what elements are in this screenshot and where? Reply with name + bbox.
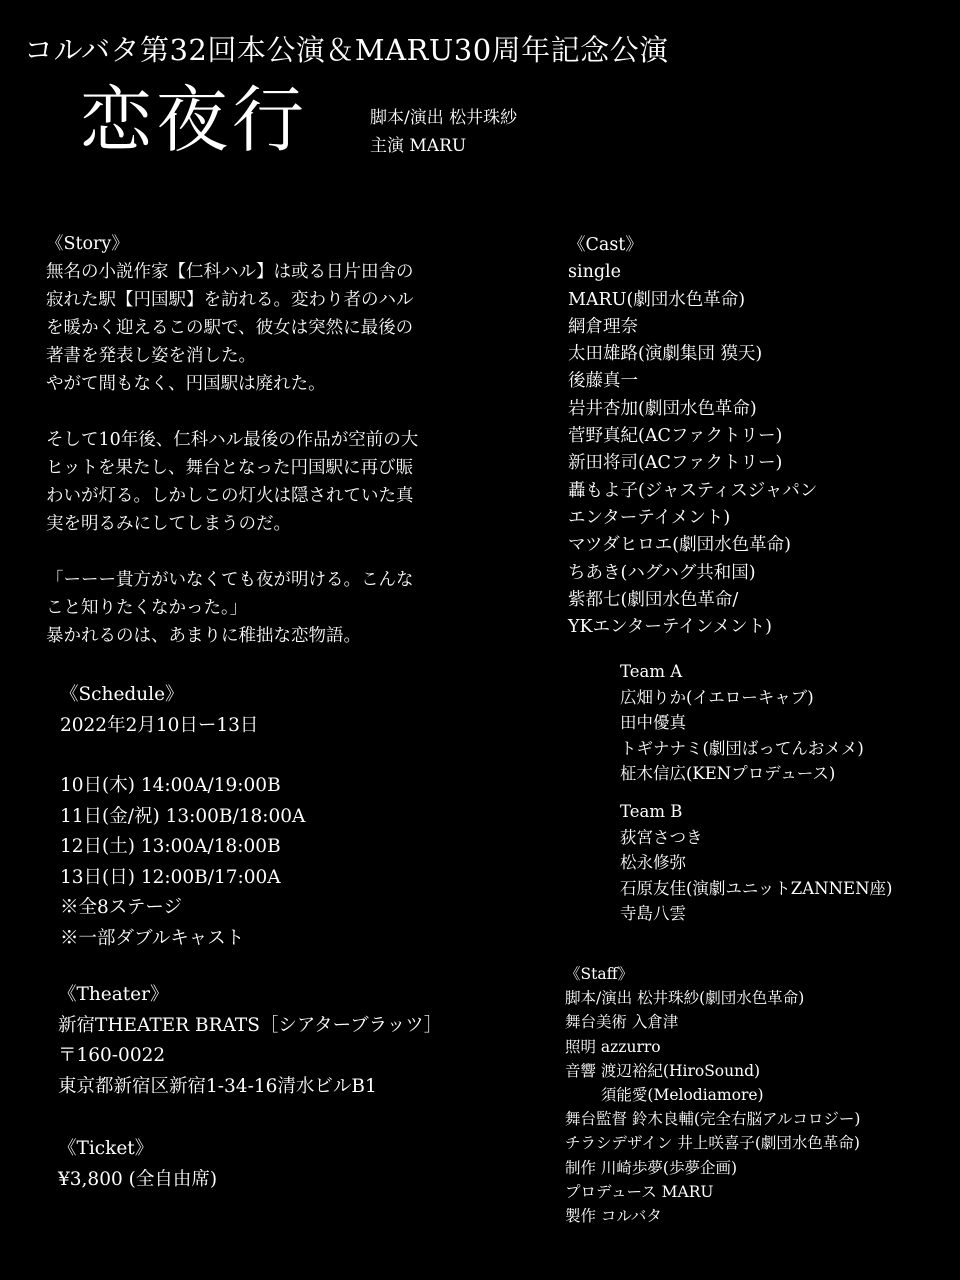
staff-line: 音響 渡辺裕紀(HiroSound) [565, 1061, 761, 1080]
cast-section [568, 232, 817, 641]
team-a-list [620, 659, 864, 787]
schedule-section [60, 680, 305, 954]
staff-line: 製作 コルバタ [565, 1207, 662, 1226]
cast-line: 轟もよ子(ジャスティスジャパン [568, 480, 818, 501]
story-section [46, 230, 418, 650]
staff-line: 舞台美術 入倉津 [565, 1013, 679, 1032]
story-line: 暴かれるのは、あまりに稚拙な恋物語。 [46, 626, 361, 646]
team-b-member: 寺島八雲 [620, 904, 686, 924]
schedule-line: ※全8ステージ [60, 897, 183, 918]
cast-line: single [568, 262, 622, 283]
schedule-line: 2022年2月10日ー13日 [60, 714, 259, 736]
schedule-heading: 《Schedule》 [60, 684, 184, 705]
cast-heading: 《Cast》 [568, 235, 643, 255]
story-line: 実を明るみにしてしまうのだ。 [46, 514, 291, 534]
theater-heading: 《Theater》 [58, 984, 169, 1005]
story-line: そして10年後、仁科ハル最後の作品が空前の大 [46, 430, 419, 450]
staff-line: 制作 川崎歩夢(歩夢企画) [565, 1158, 738, 1177]
credit-line: 主演 MARU [370, 136, 467, 156]
cast-line: ちあき(ハグハグ共和国) [568, 562, 756, 583]
schedule-line: ※一部ダブルキャスト [60, 927, 245, 949]
staff-line: 舞台監督 鈴木良輔(完全右脳アルコロジー) [565, 1110, 861, 1129]
staff-section [565, 962, 860, 1228]
story-line: を暖かく迎えるこの駅で、彼女は突然に最後の [46, 318, 414, 338]
main-credits [370, 104, 517, 160]
cast-line: 後藤真一 [568, 371, 638, 392]
cast-line: マツダヒロエ(劇団水色革命) [568, 535, 791, 556]
story-line: わいが灯る。しかしこの灯火は隠されていた真 [46, 486, 414, 506]
staff-line: 須能愛(Melodiamore) [565, 1086, 764, 1105]
staff-line: 照明 azzurro [565, 1037, 661, 1056]
paragraph-gap [60, 741, 305, 771]
cast-line: YKエンターテインメント) [568, 617, 773, 638]
story-line: 無名の小説作家【仁科ハル】は或る日片田舎の [46, 262, 414, 282]
schedule-line: 13日(日) 12:00B/17:00A [60, 866, 281, 888]
ticket-heading: 《Ticket》 [58, 1138, 154, 1159]
team-b-member: 石原友佳(演劇ユニットZANNEN座) [620, 878, 893, 898]
cast-line: 岩井杏加(劇団水色革命) [568, 398, 757, 419]
team-b-heading: Team B [620, 802, 683, 821]
team-a-member: 田中優真 [620, 713, 686, 733]
theater-line: 新宿THEATER BRATS［シアターブラッツ］ [58, 1014, 443, 1036]
schedule-line: 11日(金/祝) 13:00B/18:00A [60, 805, 306, 827]
theater-section [58, 980, 442, 1102]
story-line: こと知りたくなかった。」 [46, 598, 248, 618]
staff-line: プロデュース MARU [565, 1182, 714, 1201]
staff-line: 脚本/演出 松井珠紗(劇団水色革命) [565, 989, 805, 1008]
story-line: ヒットを果たし、舞台となった円国駅に再び賑 [46, 458, 413, 478]
cast-line: エンターテイメント) [568, 507, 731, 528]
paragraph-gap [46, 538, 418, 566]
team-a-member: 広畑りか(イエローキャブ) [620, 687, 814, 707]
team-b-member: 荻宮さつき [620, 827, 703, 847]
cast-line: 菅野真紀(ACファクトリー) [568, 426, 783, 447]
team-a-member: 柾木信広(KENプロデュース) [620, 764, 836, 784]
cast-line: 紫都七(劇団水色革命/ [568, 589, 739, 610]
cast-line: 太田雄路(演劇集団 獏天) [568, 344, 763, 365]
team-b-list [620, 799, 892, 927]
story-line: やがて間もなく、円国駅は廃れた。 [46, 374, 326, 394]
cast-line: 網倉理奈 [568, 316, 638, 337]
paragraph-gap [46, 398, 418, 426]
cast-line: 新田将司(ACファクトリー) [568, 453, 783, 474]
schedule-line: 10日(木) 14:00A/19:00B [60, 775, 281, 796]
staff-heading: 《Staff》 [565, 965, 634, 983]
schedule-line: 12日(土) 13:00A/18:00B [60, 836, 281, 857]
credit-line: 脚本/演出 松井珠紗 [370, 108, 518, 128]
ticket-section [58, 1134, 217, 1195]
theater-line: 〒160-0022 [58, 1045, 166, 1066]
theater-line: 東京都新宿区新宿1-34-16清水ビルB1 [58, 1075, 377, 1097]
staff-line: チラシデザイン 井上咲喜子(劇団水色革命) [565, 1134, 860, 1153]
story-heading: 《Story》 [46, 234, 129, 254]
story-line: 寂れた駅【円国駅】を訪れる。変わり者のハル [46, 290, 414, 310]
story-line: 「ーーー貴方がいなくても夜が明ける。こんな [46, 570, 414, 590]
play-title: 恋夜行 [80, 78, 309, 162]
team-b-member: 松永修弥 [620, 853, 686, 873]
performance-header: コルバタ第32回本公演＆MARU30周年記念公演 [24, 33, 669, 67]
cast-line: MARU(劇団水色革命) [568, 289, 746, 310]
ticket-price: ¥3,800 (全自由席) [58, 1168, 218, 1190]
team-a-member: トギナナミ(劇団ばってんおメメ) [620, 738, 864, 758]
team-a-heading: Team A [620, 662, 683, 681]
story-line: 著書を発表し姿を消した。 [46, 346, 256, 366]
